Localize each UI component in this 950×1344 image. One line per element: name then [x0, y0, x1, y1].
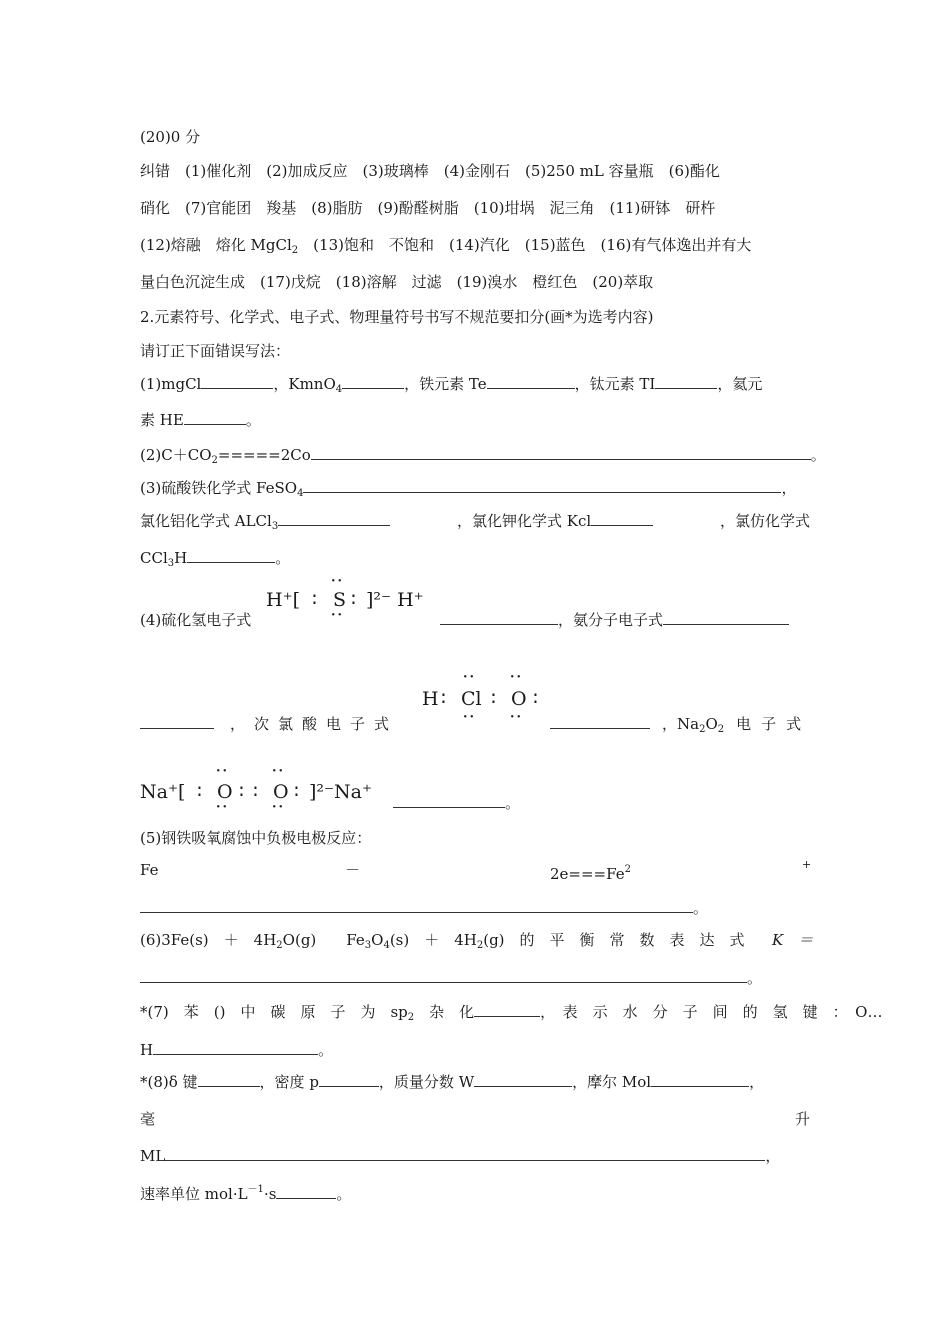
question-5-fe: Fe [140, 861, 159, 879]
hclo-cl-dots-top: ·· [463, 670, 477, 685]
question-8: *(8)δ 键 ，密度 p ，质量分数 W ，摩尔 Mol ， [140, 1073, 765, 1091]
h2s-colon: ∶ [312, 589, 317, 611]
question-4-blank-1 [140, 714, 214, 734]
h2s-right: ]²⁻ H⁺ [366, 589, 424, 611]
na2o2-o2-dots-bottom: ·· [272, 800, 286, 815]
hclo-colon-1: ∶ [441, 688, 446, 710]
na2o2-colon-4: ∶ [294, 781, 299, 803]
na2o2-o1-dots-top: ·· [216, 764, 230, 779]
question-8-sheng: 升 [795, 1110, 811, 1128]
question-8-rate: 速率单位 $mol\cdot L^{-1}\cdot s$ 。 [140, 1184, 352, 1203]
question-5-product: $2e===Fe^2$ [550, 864, 631, 883]
question-3-line-2: 氯化铝化学式 ALCl$_3$ ，氯化钾化学式 Kcl ，氯仿化学式 [140, 512, 810, 532]
na2o2-o2: O [273, 781, 289, 803]
question-5-minus: － [345, 861, 361, 879]
question-3: (3)硫酸铁化学式 FeSO$_4$ ， [140, 479, 797, 499]
answer-line-3: (12)熔融 熔化 MgCl$_2$ (13)饱和 不饱和 (14)汽化 (15)蓝色 (16)有气体逸出并有大 [140, 236, 752, 256]
hclo-o-dots-top: ·· [510, 670, 524, 685]
na2o2-o2-dots-top: ·· [272, 764, 286, 779]
hclo-cl: Cl [461, 688, 482, 710]
na2o2-colon-2: ∶ [239, 781, 244, 803]
question-1: (1)mgCl ，KmnO$_4$ ，铁元素 Te ，钛元素 TI ，氦元 [140, 375, 763, 395]
question-7-cont: H 。 [140, 1041, 334, 1059]
hclo-colon-3: ∶ [533, 688, 538, 710]
na2o2-colon-1: ∶ [197, 781, 202, 803]
na2o2-o1: O [217, 781, 233, 803]
question-8-ml: ML ， [140, 1147, 781, 1165]
question-5-answer: 。 [140, 898, 708, 918]
na2o2-colon-3: ∶ [253, 781, 258, 803]
line-score: (20)0 分 [140, 128, 201, 146]
hclo-cl-dots-bottom: ·· [463, 710, 477, 725]
question-1-cont: 素 HE 。 [140, 411, 261, 429]
h2s-dots-top: ·· [331, 574, 345, 589]
question-4-na2o2-label: ，$Na_2O_2$ 电子式 [662, 715, 812, 735]
question-5-plus: + [802, 858, 812, 871]
h2s-colon-2: ∶ [351, 589, 356, 611]
na2o2-right: ]²⁻Na⁺ [309, 781, 373, 803]
question-4-nh3: ，氨分子电子式 [440, 610, 789, 630]
question-6: (6)3Fe(s) ＋ $4H_2O(g)$ $Fe_3O_4(s)$ ＋ $4H_2(g)$ 的 平 衡 常 数 表 达 式 [140, 931, 745, 951]
question-3-line-3: CCl$_3$H 。 [140, 549, 291, 569]
hclo-colon-2: ∶ [491, 688, 496, 710]
na2o2-o1-dots-bottom: ·· [216, 800, 230, 815]
answer-line-2: 硝化 (7)官能团 羧基 (8)脂肪 (9)酚醛树脂 (10)坩埚 泥三角 (11)研钵 研杵 [140, 199, 716, 217]
question-7: *(7) 苯 () 中 碳 原 子 为 $sp_2$ 杂 化 ， 表 示 水 分 子 间 的 氢 键 ： O… [140, 1003, 883, 1023]
question-6-k: K ＝ [772, 931, 814, 949]
question-4-blank-2 [550, 714, 650, 734]
question-8-hao: 毫 [140, 1110, 156, 1128]
question-6-answer: 。 [140, 968, 762, 988]
question-2: $(2)C+CO_2=====2Co$ 。 [140, 446, 826, 466]
hclo-o-dots-bottom: ·· [510, 710, 524, 725]
section-2-heading: 2.元素符号、化学式、电子式、物理量符号书写不规范要扣分(画*为选考内容) [140, 308, 654, 326]
na2o2-left: Na⁺[ [140, 781, 186, 803]
question-4-hclo-label: ，次氯酸电子式 [230, 715, 399, 733]
h2s-s: S [333, 589, 347, 611]
hclo-h: H [422, 688, 439, 710]
question-5: (5)钢铁吸氧腐蚀中负极电极反应： [140, 829, 372, 847]
instruction: 请订正下面错误写法： [140, 342, 291, 360]
h2s-left: H⁺[ [266, 589, 301, 611]
answer-line-4: 量白色沉淀生成 (17)戊烷 (18)溶解 过滤 (19)溴水 橙红色 (20)萃取 [140, 273, 654, 291]
answer-line-1: 纠错 (1)催化剂 (2)加成反应 (3)玻璃棒 (4)金刚石 (5)250 mL 容量瓶 (6)酯化 [140, 162, 720, 180]
question-4-blank-3: 。 [393, 793, 520, 813]
h2s-dots-bottom: ·· [331, 608, 345, 623]
question-4-label: (4)硫化氢电子式 [140, 611, 252, 629]
hclo-o: O [511, 688, 527, 710]
